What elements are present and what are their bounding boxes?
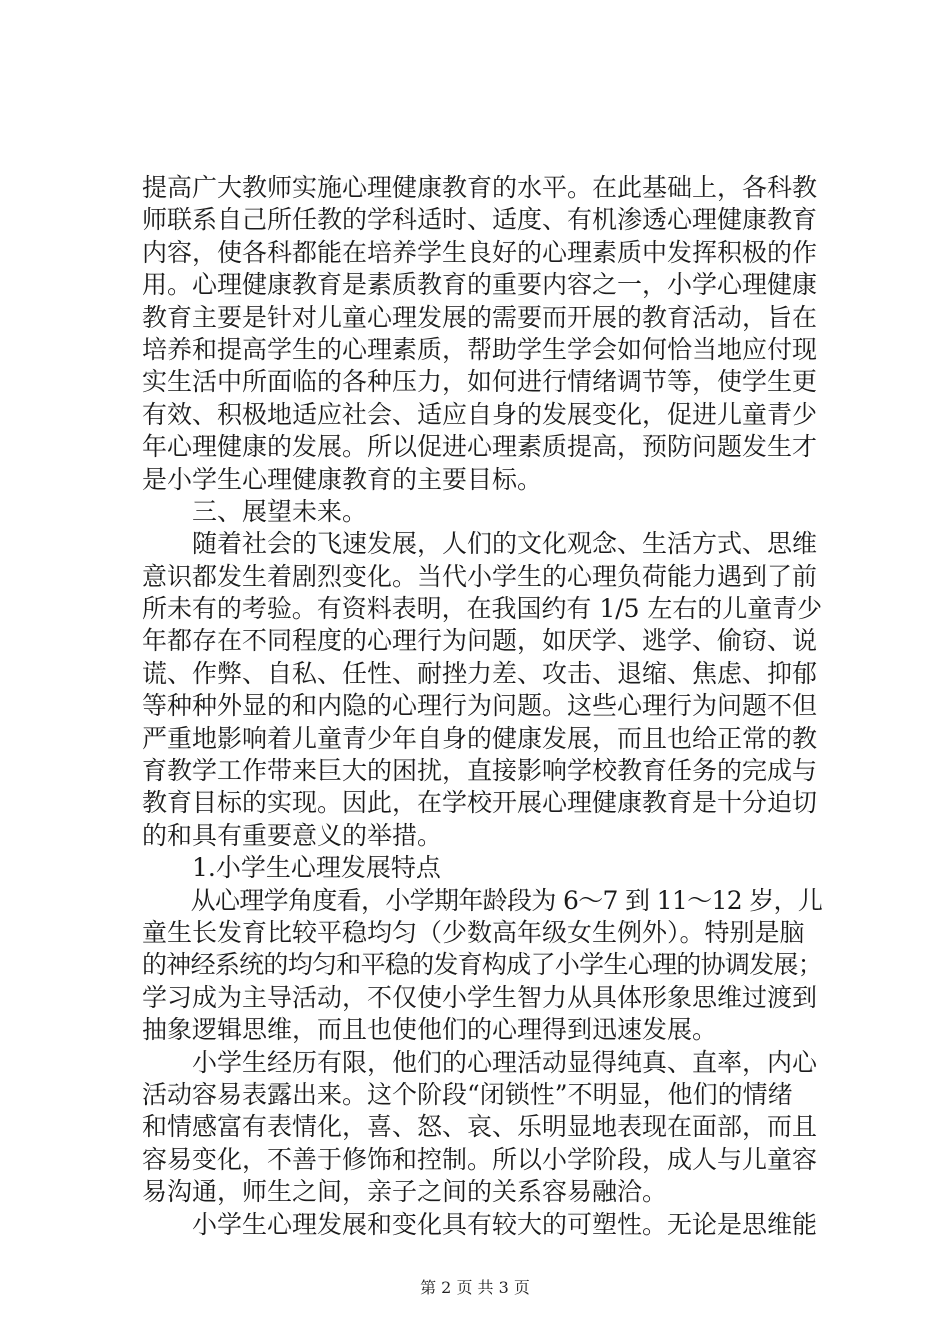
text-line: 教育目标的实现。因此，在学校开展心理健康教育是十分迫切 — [142, 788, 818, 818]
text-line: 有效、积极地适应社会、适应自身的发展变化，促进儿童青少 — [142, 399, 818, 429]
text-line: 三、展望未来。 — [142, 496, 368, 526]
text-line: 内容，使各科都能在培养学生良好的心理素质中发挥积极的作 — [142, 237, 818, 267]
text-line: 育教学工作带来巨大的困扰，直接影响学校教育任务的完成与 — [142, 756, 818, 786]
text-line: 活动容易表露出来。这个阶段“闭锁性”不明显，他们的情绪 — [142, 1079, 793, 1109]
text-line: 和情感富有表情化，喜、怒、哀、乐明显地表现在面部，而且 — [142, 1112, 818, 1142]
text-line: 年心理健康的发展。所以促进心理素质提高，预防问题发生才 — [142, 432, 818, 462]
text-line: 严重地影响着儿童青少年自身的健康发展，而且也给正常的教 — [142, 723, 818, 753]
text-line: 抽象逻辑思维，而且也使他们的心理得到迅速发展。 — [142, 1015, 718, 1045]
text-line: 所未有的考验。有资料表明，在我国约有 1/5 左右的儿童青少 — [142, 594, 823, 624]
text-line: 年都存在不同程度的心理行为问题，如厌学、逃学、偷窃、说 — [142, 626, 818, 656]
text-line: 实生活中所面临的各种压力，如何进行情绪调节等，使学生更 — [142, 367, 818, 397]
text-line: 的神经系统的均匀和平稳的发育构成了小学生心理的协调发展； — [142, 950, 823, 980]
text-line: 等种种外显的和内隐的心理行为问题。这些心理行为问题不但 — [142, 691, 818, 721]
text-line: 教育主要是针对儿童心理发展的需要而开展的教育活动，旨在 — [142, 302, 818, 332]
document-body — [142, 172, 822, 1241]
text-line: 提高广大教师实施心理健康教育的水平。在此基础上，各科教 — [142, 173, 818, 202]
text-line: 培养和提高学生的心理素质，帮助学生学会如何恰当地应付现 — [142, 334, 818, 364]
text-line: 谎、作弊、自私、任性、耐挫力差、攻击、退缩、焦虑、抑郁 — [142, 658, 818, 688]
text-line: 是小学生心理健康教育的主要目标。 — [142, 464, 543, 494]
text-line: 随着社会的飞速发展，人们的文化观念、生活方式、思维 — [142, 529, 818, 559]
text-line: 从心理学角度看，小学期年龄段为 6～7 到 11～12 岁，儿 — [142, 885, 823, 915]
text-line: 小学生心理发展和变化具有较大的可塑性。无论是思维能 — [142, 1209, 818, 1239]
text-line: 用。心理健康教育是素质教育的重要内容之一，小学心理健康 — [142, 270, 818, 300]
page-footer: 第 2 页 共 3 页 — [420, 1278, 530, 1297]
text-line: 小学生经历有限，他们的心理活动显得纯真、直率，内心 — [142, 1047, 818, 1077]
text-line: 童生长发育比较平稳均匀（少数高年级女生例外）。特别是脑 — [142, 917, 805, 947]
text-line: 易沟通，师生之间，亲子之间的关系容易融洽。 — [142, 1177, 668, 1207]
text-line: 意识都发生着剧烈变化。当代小学生的心理负荷能力遇到了前 — [142, 561, 818, 591]
text-line: 师联系自己所任教的学科适时、适度、有机渗透心理健康教育 — [142, 205, 818, 235]
text-line: 容易变化，不善于修饰和控制。所以小学阶段，成人与儿童容 — [142, 1144, 818, 1174]
text-line: 学习成为主导活动，不仅使小学生智力从具体形象思维过渡到 — [142, 982, 818, 1012]
text-line: 1.小学生心理发展特点 — [142, 853, 441, 883]
text-line: 的和具有重要意义的举措。 — [142, 820, 443, 850]
